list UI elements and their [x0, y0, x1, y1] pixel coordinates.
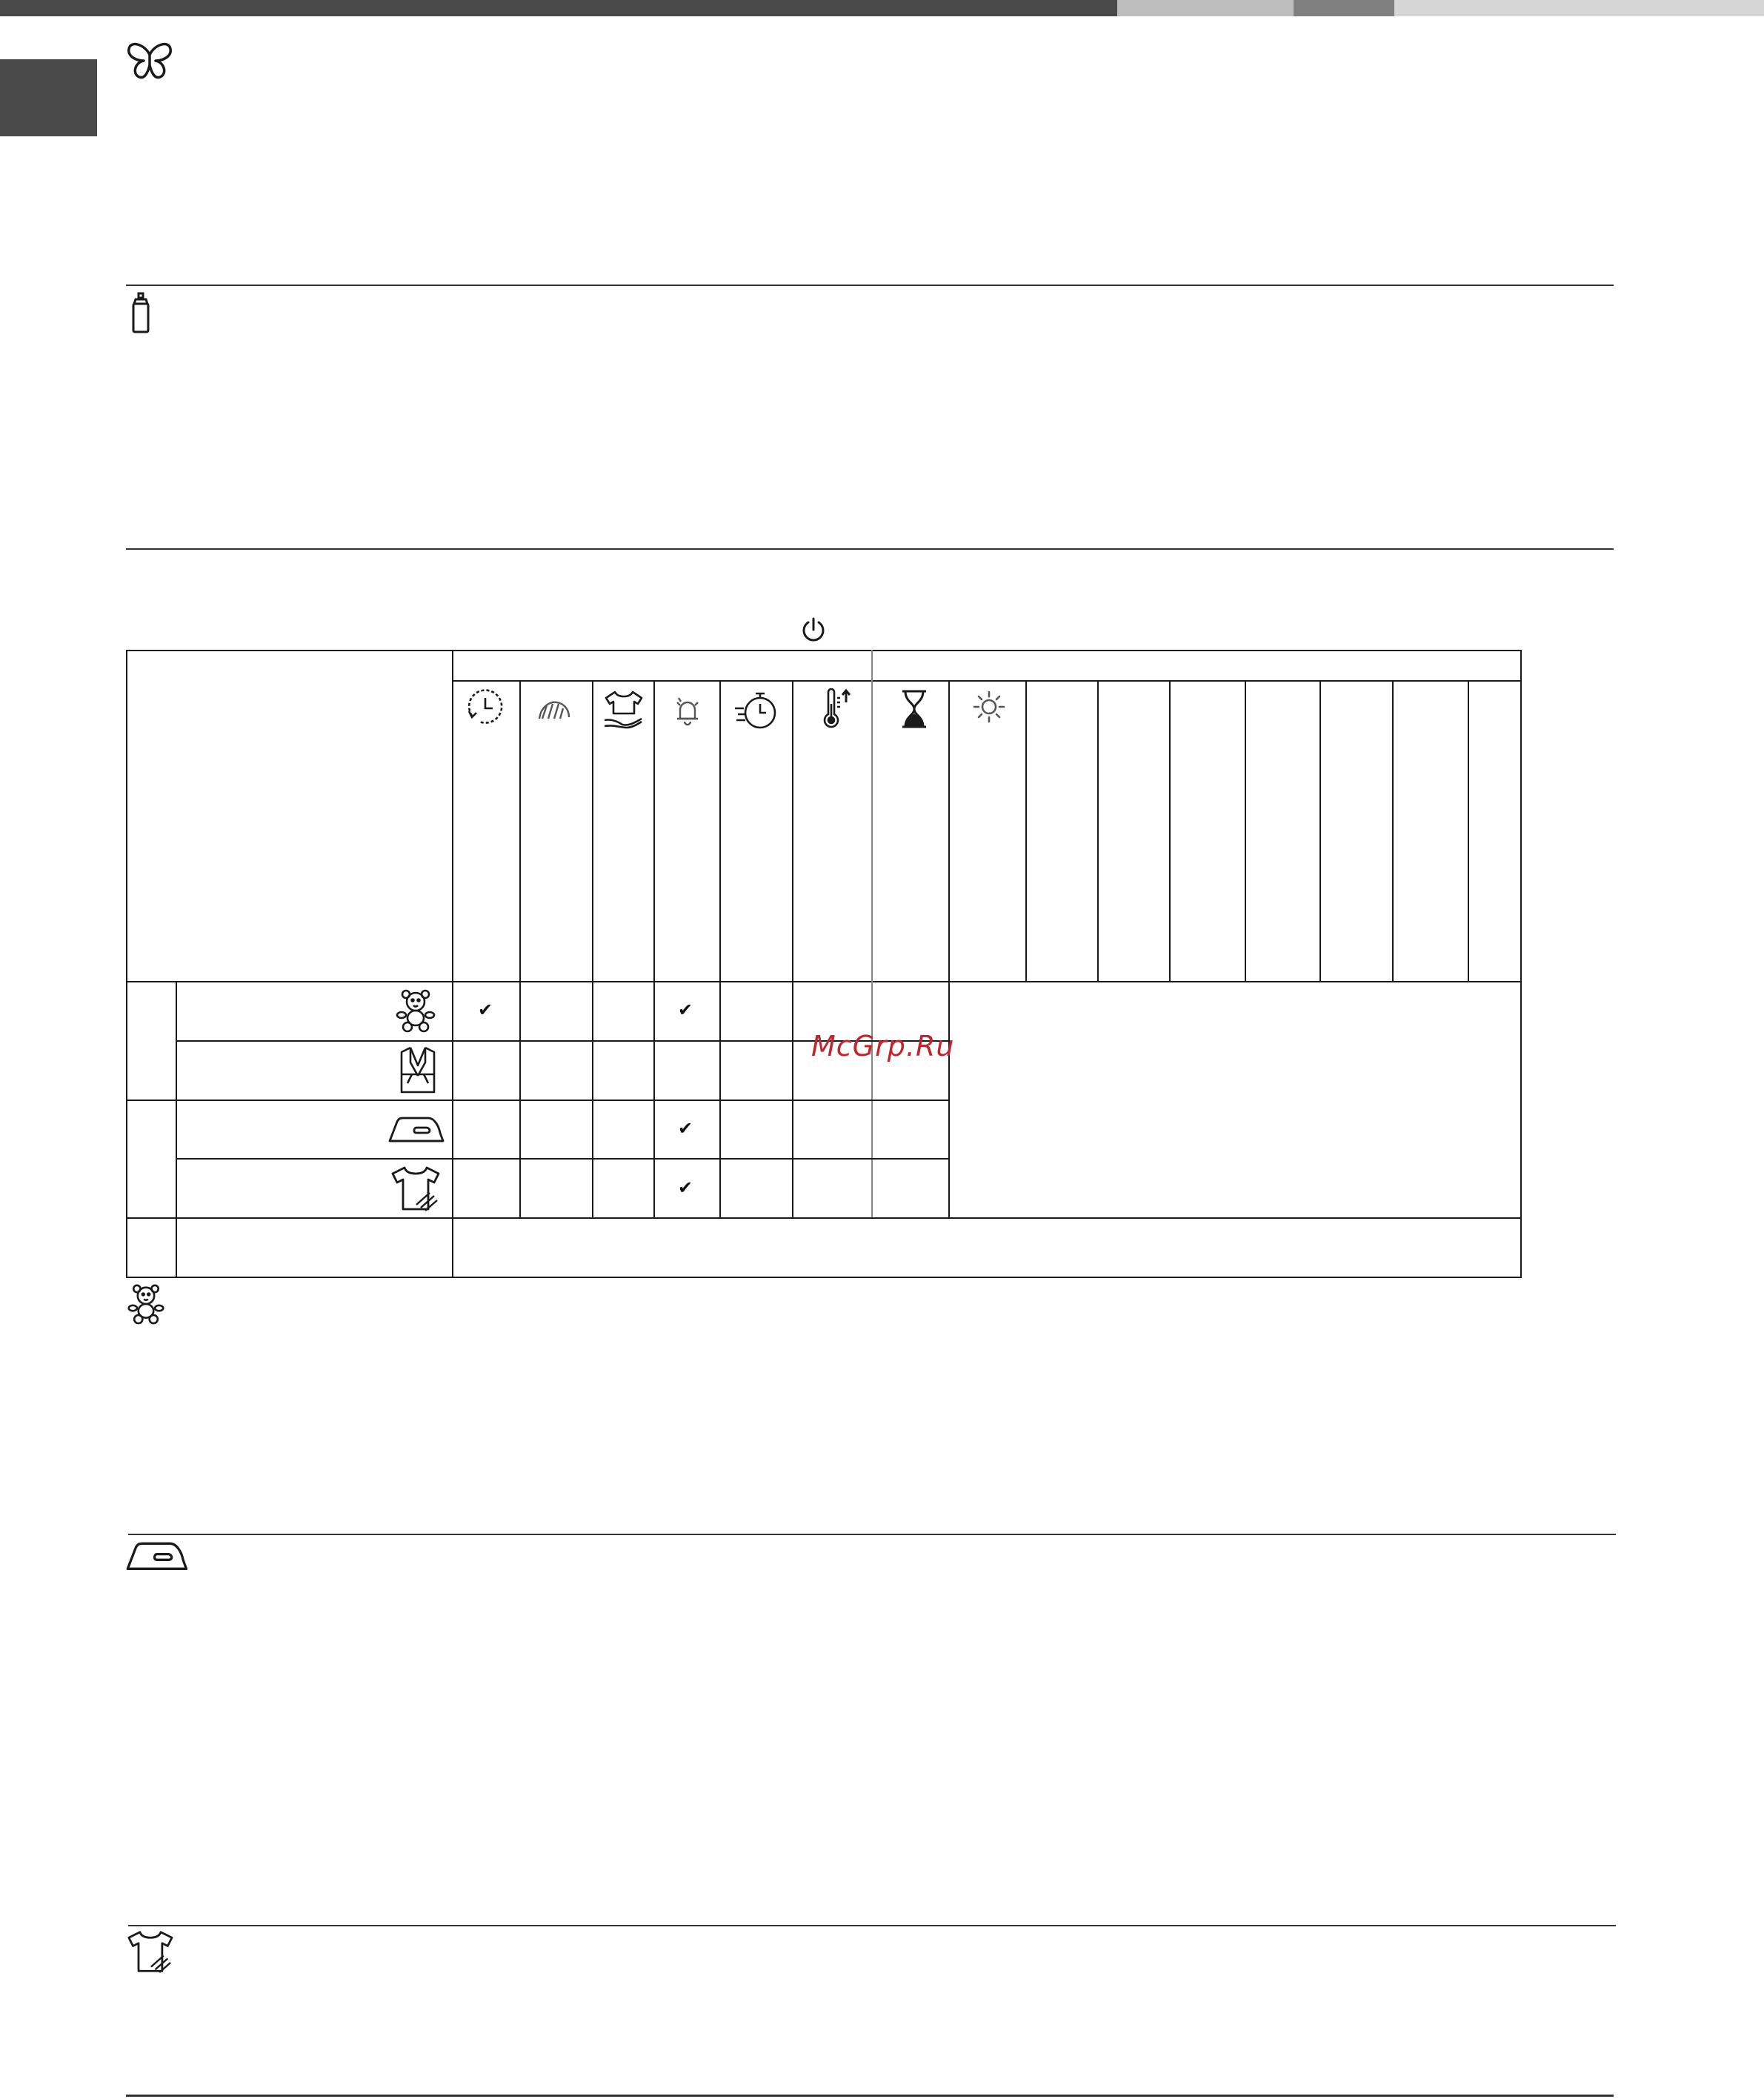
- section-divider: [126, 285, 1614, 286]
- teddy-bear-icon: [394, 988, 437, 1033]
- top-bar-segment-light: [1117, 0, 1294, 16]
- teddy-bear-icon: [126, 1283, 166, 1325]
- stain-removal-icon: [535, 696, 573, 723]
- shirt-airflow-icon: [390, 1165, 440, 1212]
- check-mark: ✔: [678, 999, 693, 1020]
- bathrobe-icon: [396, 1045, 440, 1095]
- end-cycle-bell-icon: [673, 695, 702, 726]
- top-bar-segment-mid: [1294, 0, 1394, 16]
- top-color-bar: [0, 0, 1764, 16]
- side-tab: [0, 59, 97, 136]
- page-bottom-rule: [126, 2095, 1614, 2097]
- check-mark: ✔: [678, 1118, 693, 1139]
- section-divider: [126, 548, 1614, 550]
- delay-timer-icon: [463, 685, 507, 729]
- iron-icon: [126, 1541, 190, 1574]
- butterfly-icon: [126, 41, 173, 82]
- sun-dry-icon: [971, 689, 1008, 725]
- watermark-text: McGrp.Ru: [811, 1030, 955, 1062]
- temperature-up-icon: [821, 688, 853, 731]
- top-bar-segment-dark: [0, 0, 1117, 16]
- power-icon: [800, 616, 827, 643]
- iron-icon: [388, 1116, 446, 1145]
- quick-timer-icon: [733, 689, 779, 732]
- check-mark: ✔: [678, 1177, 693, 1198]
- section-divider: [128, 1534, 1616, 1535]
- baby-bottle-icon: [130, 292, 151, 333]
- check-mark: ✔: [478, 999, 493, 1020]
- section-divider: [128, 1925, 1616, 1926]
- hand-wash-shirt-icon: [602, 689, 646, 731]
- hourglass-icon: [899, 689, 929, 729]
- top-bar-segment-pale: [1394, 0, 1764, 16]
- shirt-airflow-icon: [126, 1929, 173, 1974]
